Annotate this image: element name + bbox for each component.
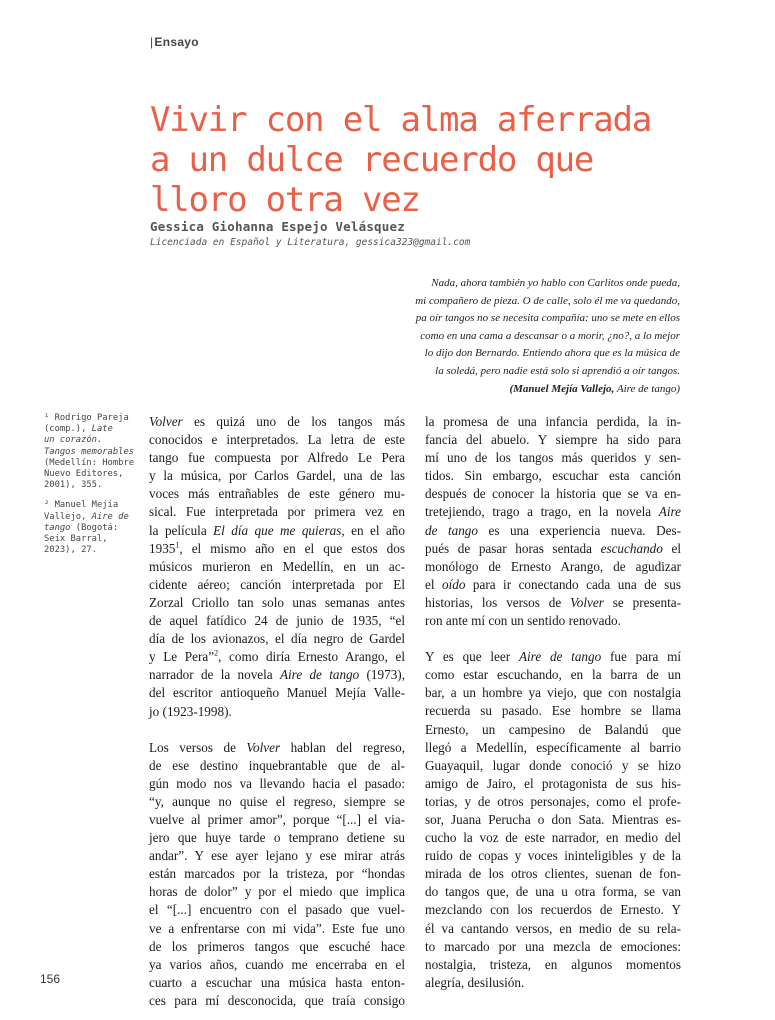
article-title (150, 100, 670, 220)
text-line: Los versos de Volver hablan del regreso, (149, 739, 405, 755)
text-line: sical. Fue interpretada por primera vez en (149, 504, 405, 520)
epigraph-line: Nada, ahora también yo hablo con Carlitos onde pueda, (431, 277, 680, 289)
paragraph-gap (425, 630, 681, 648)
text-line: jero que huye tarde o temprano detiene su (149, 830, 405, 846)
text-line: tidos. Sin embargo, escuchar esta canción (425, 468, 681, 484)
text-line: de ese destino inquebrantable que de al- (149, 757, 405, 773)
text-line: jo (1923-1998). (149, 703, 232, 719)
text-line: recuerda su pasado. Ese hombre se llama (425, 703, 681, 719)
text-line: amigo de Jairo, el protagonista de sus his- (425, 775, 681, 791)
text-line: día de los avionazos, el día negro de Gardel (149, 631, 405, 647)
text-line: la película El día que me quieras, en el año (149, 522, 405, 538)
footnotes-sidebar (44, 413, 144, 565)
text-line: Y es que leer Aire de tango fue para mí (425, 649, 682, 665)
text-line: torias, y de otros personajes, como el profe- (425, 793, 681, 809)
text-line: la promesa de una infancia perdida, la in- (425, 414, 681, 429)
text-line: voces más entrañables de este género mu- (149, 486, 405, 502)
page-number: 156 (40, 972, 61, 986)
text-line: del escritor antioqueño Manuel Mejía Valle- (149, 685, 405, 701)
title-line: a un dulce recuerdo que (150, 140, 594, 180)
footnote-ref-1: 1 (175, 540, 180, 550)
footnote-1: ¹ Rodrigo Pareja (comp.), Late un corazón. Tangos memorables (Medellín: Hombre Nuevo Editores, 2001), 355. (44, 413, 135, 491)
text-line: ya varios años, cuando me encerraba en el (149, 956, 405, 972)
epigraph-line: como en una cama a descansar o a morir, ¿no?, a lo mejor (420, 329, 680, 342)
text-line: nostalgia, tristeza, en algunos momentos (425, 956, 681, 972)
epigraph-line: pa oír tangos no se necesita compañía: uno se mete en ellos (415, 312, 680, 325)
text-line: después de conocer la historia que se va en- (425, 486, 681, 502)
text-line: mí uno de los tangos más queridos y sen- (425, 450, 681, 466)
text-line: el “[...] encuentro con el pasado que vuel- (149, 902, 405, 918)
section-label (150, 35, 199, 49)
text-line: ruido de copas y voces ininteligibles y de la (425, 848, 681, 864)
text-line: Zorzal Criollo tan solo unas semanas antes (149, 594, 405, 610)
epigraph-source-author: Manuel Mejía Vallejo, (513, 382, 615, 395)
text-line: gún modo nos va llevando hacia el pasado: (149, 775, 405, 791)
text-line: cuarto a escuchar una música hasta enton- (149, 974, 405, 990)
text-line: fancia del abuelo. Y siempre ha sido para (425, 432, 681, 448)
epigraph-line: lo dijo don Bernardo. Entiendo ahora que es la música de (424, 347, 680, 360)
text-line: ron ante mí con un sentido renovado. (425, 613, 621, 629)
text-line: están marcados por la tristeza, por “hondas (149, 866, 405, 882)
text-line: de aquel fatídico 24 de junio de 1935, “el (149, 613, 405, 629)
text-line: pués de pasar horas sentada escuchando el (425, 540, 681, 556)
section-divider: | (150, 35, 154, 49)
text-line: tango fue compuesta por Alfredo Le Pera (149, 450, 405, 466)
text-line: monólogo de Ernesto Arango, de agudizar (425, 558, 681, 574)
epigraph (350, 275, 680, 398)
text-line: ve a enfrentarse con mi vida”. Este fue uno (149, 920, 405, 936)
text-line: vuelve al primer amor”, porque “[...] el via- (149, 811, 405, 827)
text-line: horas de dolor” y por el miedo que implica (149, 884, 405, 900)
text-line: do tangos que, de una u otra forma, se van (425, 884, 681, 900)
text-line: cucho la voz de este narrador, en medio del (425, 830, 681, 846)
text-line: to marcado por una mezcla de emociones: (425, 938, 681, 954)
text-line: de tango es una experiencia nueva. Des- (425, 522, 681, 538)
footnote-ref-2: 2 (214, 648, 219, 658)
title-line: lloro otra vez (150, 180, 420, 220)
epigraph-line: mi compañero de pieza. O de calle, solo él me va quedando, (415, 294, 680, 307)
text-line: Volver es quizá uno de los tangos más (149, 414, 405, 429)
footnote-2: ² Manuel Mejía Vallejo, Aire de tango (Bogotá: Seix Barral, 2023), 27. (44, 500, 129, 556)
text-line: tretejiendo, trago a trago, en la novela Aire (425, 504, 681, 520)
epigraph-source-work: Aire de tango (614, 382, 677, 395)
epigraph-line: la soledá, pero nadie está solo si aprendió a oír tangos. (435, 364, 680, 377)
text-line: Ernesto, un campesino de Balandú que (425, 721, 681, 737)
paragraph-gap (149, 721, 405, 739)
text-line: cidente aéreo; canción interpretada por El (149, 576, 405, 592)
text-line: alegría, desilusión. (425, 974, 525, 990)
title-line: Vivir con el alma aferrada (150, 100, 652, 140)
text-line: mirada de los otros clientes, suenan de fon- (425, 866, 681, 882)
text-line: de los primeros tangos que escuché hace (149, 938, 405, 954)
body-column-left (149, 413, 405, 1010)
author-affiliation: Licenciada en Español y Literatura, gessica323@gmail.com (150, 237, 471, 248)
text-line: Guayaquil, lugar donde conoció y se hizo (425, 757, 681, 773)
text-line: narrador de la novela Aire de tango (1973), (149, 667, 405, 683)
section-name: Ensayo (154, 35, 199, 49)
text-line: el oído para ir conectando cada una de sus (425, 576, 681, 592)
text-line: ces para mí desconocida, que traía consigo (149, 992, 405, 1008)
text-line: y Le Pera”$^2$, como diría Ernesto Arango, el (149, 648, 405, 665)
text-line: sor, Juana Perucha o don Sata. Mientras es- (425, 811, 681, 827)
text-line: llegó a Medellín, específicamente al barrio (425, 739, 681, 755)
text-line: bar, a un hombre ya viejo, que con nostalgia (425, 685, 681, 701)
epigraph-source: (Manuel Mejía Vallejo, Aire de tango) (509, 382, 680, 395)
body-column-right (425, 413, 681, 992)
author-name: Gessica Giohanna Espejo Velásquez (150, 219, 405, 234)
text-line: y la música, por Carlos Gardel, una de las (149, 468, 405, 484)
text-line: como estar escuchando, en la barra de un (425, 667, 681, 683)
text-line: 1935$^1$, el mismo año en el que estos dos (149, 540, 405, 556)
text-line: conocidos e interpretados. La letra de este (149, 432, 405, 448)
text-line: mezclando con los recuerdos de Ernesto. Y (425, 902, 681, 918)
text-line: andar”. Y ese ayer lejano y ese mirar atrás (149, 848, 405, 864)
text-line: historias, los versos de Volver se presenta- (425, 594, 681, 610)
text-line: él va cantando versos, en medio de su rela- (425, 920, 681, 936)
text-line: “y, aunque no quise el regreso, siempre se (149, 793, 405, 809)
text-line: músicos murieron en Medellín, en un ac- (149, 558, 405, 574)
